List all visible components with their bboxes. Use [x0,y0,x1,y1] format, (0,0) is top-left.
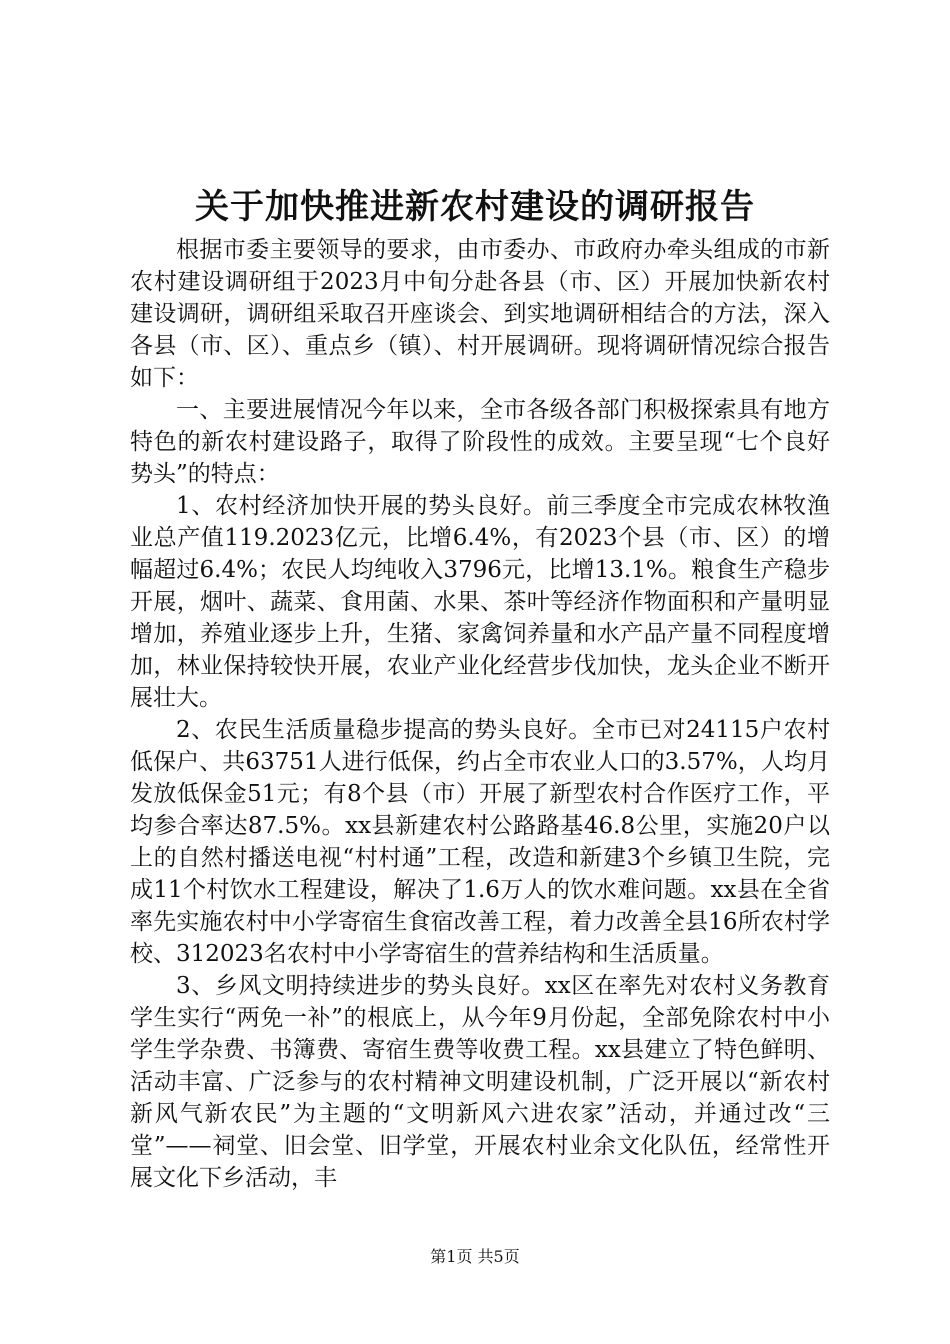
paragraph-item-2: 2、农民生活质量稳步提高的势头良好。全市已对24115户农村低保户、共63751人进行低保，约占全市农业人口的3.57%，人均月发放低保金51元；有8个县（市）开展了新型农村合作医疗工作，平均参合率达87.5%。xx县新建农村公路路基46.8公里，实施20户以上的自然村播送电视“村村通”工程，改造和新建3个乡镇卫生院，完成11个村饮水工程建设，解决了1.6万人的饮水难问题。xx县在全省率先实施农村中小学寄宿生食宿改善工程，着力改善全县16所农村学校、312023名农村中小学寄宿生的营养结构和生活质量。 [130,717,830,967]
page-number: 第1页 共5页 [430,1247,520,1266]
paragraph-intro: 根据市委主要领导的要求，由市委办、市政府办牵头组成的市新农村建设调研组于2023月中旬分赴各县（市、区）开展加快新农村建设调研，调研组采取召开座谈会、到实地调研相结合的方法，深入各县（市、区）、重点乡（镇）、村开展调研。现将调研情况综合报告如下： [130,237,830,391]
document-title: 关于加快推进新农村建设的调研报告 [195,187,755,227]
paragraph-item-3: 3、乡风文明持续进步的势头良好。xx区在率先对农村义务教育学生实行“两免一补”的根底上，从今年9月份起，全部免除农村中小学生学杂费、书簿费、寄宿生费等收费工程。xx县建立了特色鲜明、活动丰富、广泛参与的农村精神文明建设机制，广泛开展以“新农村新风气新农民”为主题的“文明新风六进农家”活动，并通过改“三堂”——祠堂、旧会堂、旧学堂，开展农村业余文化队伍，经常性开展文化下乡活动，丰 [130,973,830,1191]
document-body [130,234,830,1194]
paragraph-item-1: 1、农村经济加快开展的势头良好。前三季度全市完成农林牧渔业总产值119.2023亿元，比增6.4%，有2023个县（市、区）的增幅超过6.4%；农民人均纯收入3796元，比增13.1%。粮食生产稳步开展，烟叶、蔬菜、食用菌、水果、茶叶等经济作物面积和产量明显增加，养殖业逐步上升，生猪、家禽饲养量和水产品产量不同程度增加，林业保持较快开展，农业产业化经营步伐加快，龙头企业不断开展壮大。 [130,493,830,711]
paragraph-section-1: 一、主要进展情况今年以来，全市各级各部门积极探索具有地方特色的新农村建设路子，取得了阶段性的成效。主要呈现“七个良好势头”的特点： [130,397,830,487]
